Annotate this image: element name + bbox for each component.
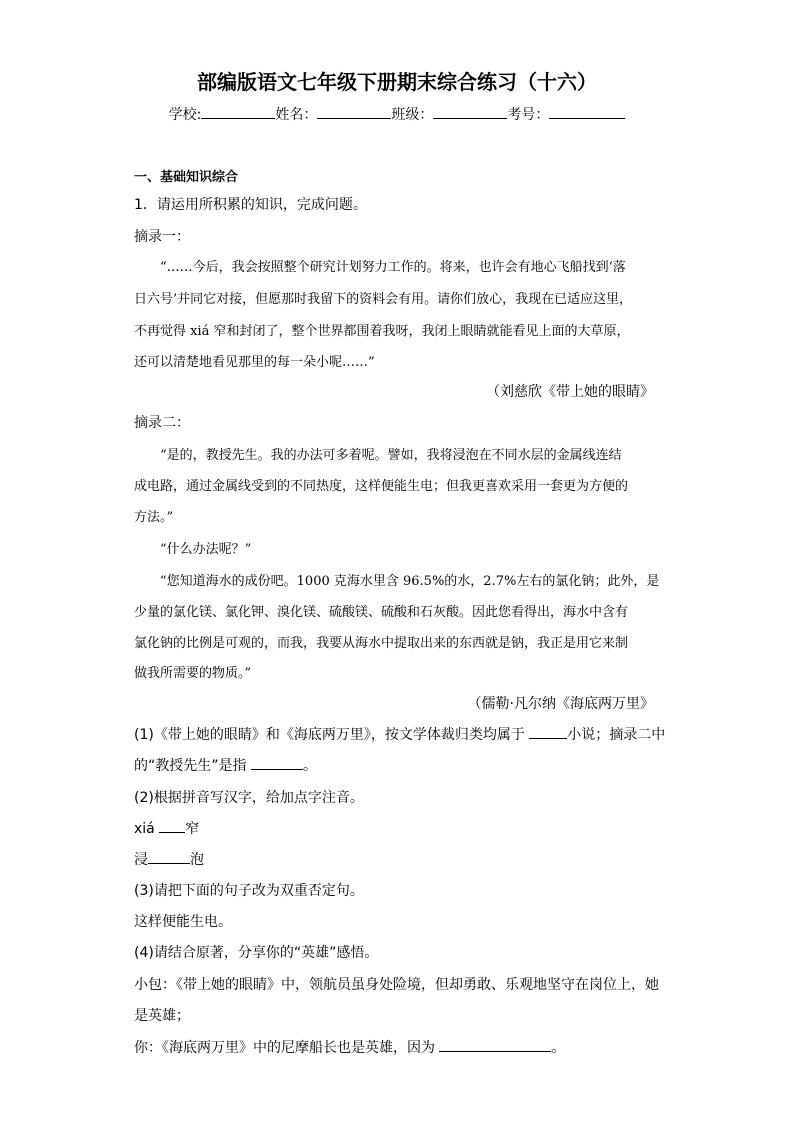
- q4-your-answer: [134, 1037, 565, 1057]
- class-blank[interactable]: [433, 105, 507, 119]
- q1-text-c: 的“教授先生”是指: [134, 758, 247, 774]
- q4-text-a: 你：《海底两万里》中的尼摩船长也是英雄，因为: [134, 1040, 435, 1056]
- q4-text-b: 。: [551, 1040, 566, 1056]
- school-blank[interactable]: [201, 105, 275, 119]
- q1-genre-blank[interactable]: [529, 725, 567, 739]
- q1-text-a: (1)《带上她的眼睛》和《海底两万里》，按文学体裁归类均属于: [134, 727, 525, 743]
- excerpt2-line: “什么办法呢？”: [160, 542, 252, 557]
- excerpt2-source: （儒勒·凡尔纳《海底两万里》: [467, 696, 654, 712]
- exam-no-label: 考号：: [507, 107, 550, 123]
- question-stem: 1．请运用所积累的知识，完成问题。: [134, 197, 367, 213]
- exam-no-blank[interactable]: [549, 105, 625, 119]
- q3-sentence: 这样便能生电。: [134, 914, 232, 930]
- q4-xiaobao-line2: 是英雄；: [134, 1008, 190, 1024]
- excerpt1-label: 摘录一：: [134, 229, 190, 245]
- q2-char-blank[interactable]: [159, 819, 185, 833]
- school-label: 学校:: [168, 107, 202, 123]
- q2-item2-a: 浸: [134, 852, 148, 868]
- q4-answer-blank[interactable]: [439, 1038, 551, 1052]
- q1-line1: [134, 724, 665, 744]
- q2-pinyin-blank[interactable]: [148, 850, 190, 864]
- q1-text-b: 小说；摘录二中: [567, 727, 666, 743]
- q2-pinyin: xiá: [134, 821, 155, 837]
- excerpt2-line: 氯化钠的比例是可观的，而我，我要从海水中提取出来的东西就是钠，我正是用它来制: [134, 636, 629, 651]
- q3-prompt: (3)请把下面的句子改为双重否定句。: [134, 883, 364, 899]
- q1-professor-blank[interactable]: [251, 756, 303, 770]
- q1-line2: [134, 755, 317, 775]
- excerpt2-line: 做我所需要的物质。”: [134, 666, 252, 681]
- excerpt1-line: “……今后，我会按照整个研究计划努力工作的。将来，也许会有地心飞船找到‘落: [160, 260, 626, 275]
- q2-item2-b: 泡: [190, 852, 204, 868]
- student-info-line: [0, 104, 794, 124]
- excerpt2-line: 成电路，通过金属线受到的不同热度，这样便能生电；但我更喜欢采用一套更为方便的: [134, 479, 629, 494]
- q2-item2: [134, 849, 204, 869]
- excerpt1-source: （刘慈欣《带上她的眼睛》: [486, 384, 654, 400]
- q4-prompt: (4)请结合原著，分享你的“英雄”感悟。: [134, 945, 379, 961]
- class-label: 班级：: [391, 107, 434, 123]
- excerpt2-line: “是的，教授先生。我的办法可多着呢。譬如，我将浸泡在不同水层的金属线连结: [160, 448, 622, 463]
- section-heading: 一、基础知识综合: [134, 170, 239, 185]
- excerpt2-line: 方法。”: [134, 510, 174, 525]
- q2-item1: [134, 818, 199, 838]
- q2-prompt: (2)根据拼音写汉字，给加点字注音。: [134, 790, 364, 806]
- excerpt1-line: 不再觉得 xiá 窄和封闭了，整个世界都围着我呀，我闭上眼睛就能看见上面的大草原，: [134, 324, 630, 339]
- name-blank[interactable]: [317, 105, 391, 119]
- excerpt1-line: 日六号’并同它对接，但愿那时我留下的资料会有用。请你们放心，我现在已适应这里，: [134, 292, 633, 307]
- q1-text-d: 。: [302, 758, 317, 774]
- q4-xiaobao-line1: 小包：《带上她的眼睛》中，领航员虽身处险境，但却勇敢、乐观地坚守在岗位上，她: [134, 977, 659, 993]
- excerpt2-line: “您知道海水的成份吧。1000 克海水里含 96.5%的水，2.7%左右的氯化钠；此外，是: [160, 574, 660, 589]
- excerpt2-label: 摘录二：: [134, 415, 190, 431]
- q2-char: 窄: [185, 821, 200, 837]
- excerpt2-line: 少量的氯化镁、氯化钾、溴化镁、硫酸镁、硫酸和石灰酸。因此您看得出，海水中含有: [134, 605, 629, 620]
- name-label: 姓名：: [275, 107, 318, 123]
- excerpt1-line: 还可以清楚地看见那里的每一朵小呢……”: [134, 355, 375, 370]
- page-title: 部编版语文七年级下册期末综合练习（十六）: [197, 70, 597, 94]
